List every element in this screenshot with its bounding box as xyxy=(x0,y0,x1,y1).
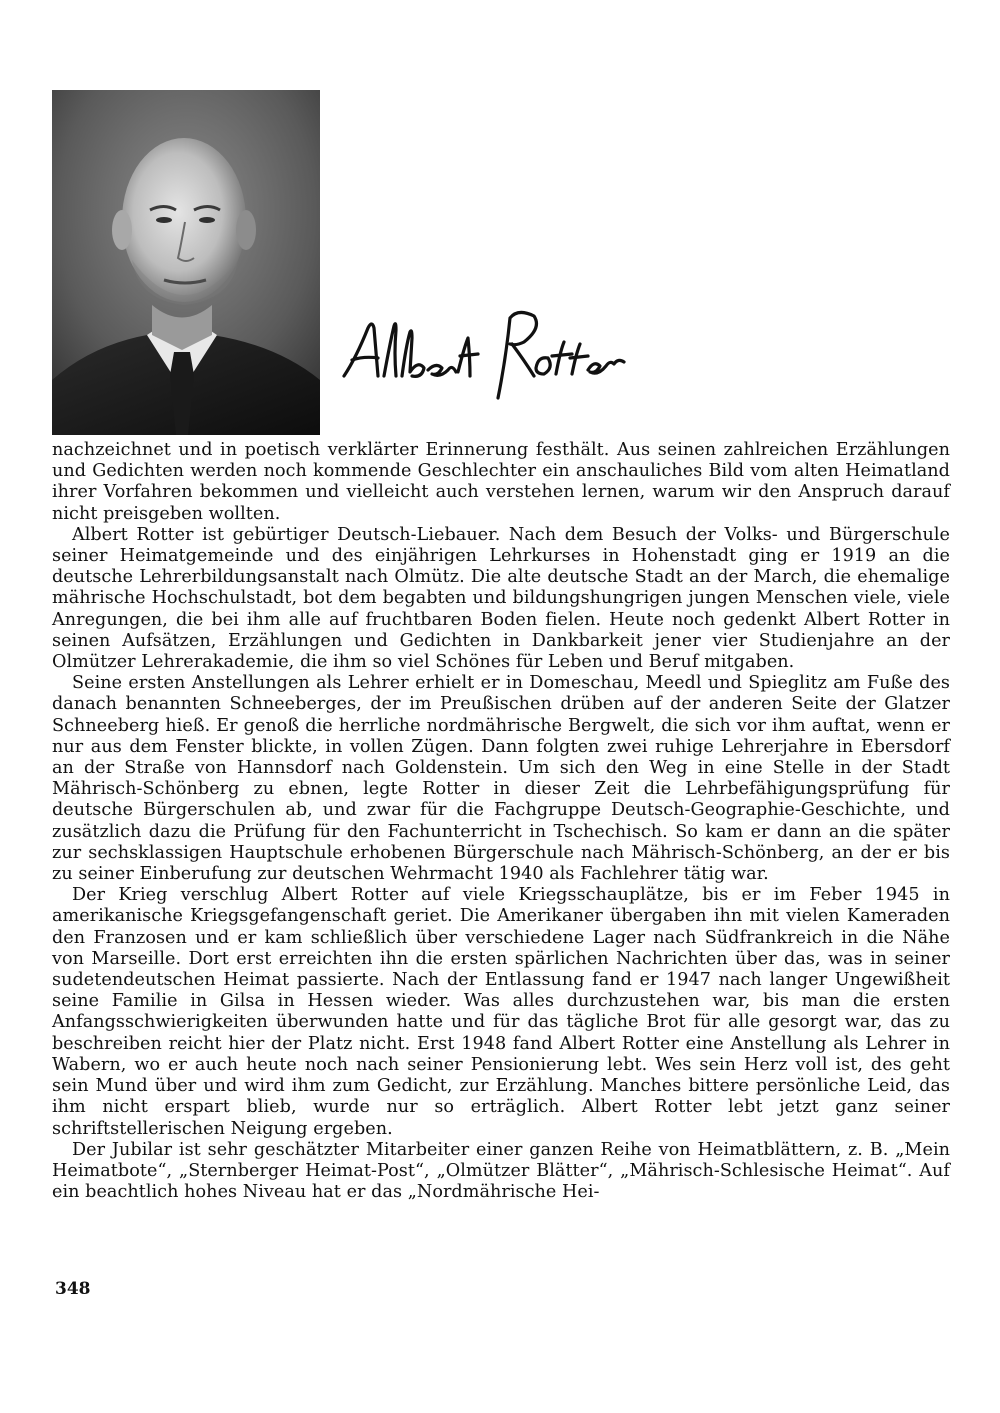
paragraph-1: nachzeichnet und in poetisch verklärter Erinnerung festhält. Aus seinen zahlreichen Erzählungen und Gedichten werden noch kommende Geschlechter ein anschauliches Bild vom alten Heimatland ihrer Vorfahren bekommen und vielleicht auch verstehen lernen, warum wir den Anspruch darauf nicht preisgeben wollten. xyxy=(52,440,950,524)
portrait-illustration xyxy=(52,90,320,435)
article-body xyxy=(52,440,950,1203)
paragraph-4: Der Krieg verschlug Albert Rotter auf viele Kriegsschauplätze, bis er im Feber 1945 in amerikanische Kriegsgefangenschaft geriet. Die Amerikaner übergaben ihn mit vielen Kameraden den Franzosen und er kam schließlich über verschiedene Lager nach Südfrankreich in die Nähe von Marseille. Dort erst erreichten ihn die ersten spärlichen Nachrichten über das, was in seiner sudetendeutschen Heimat passierte. Nach der Entlassung fand er 1947 nach langer Ungewißheit seine Familie in Gilsa in Hessen wieder. Was alles durchzustehen war, bis man die ersten Anfangsschwierigkeiten überwunden hatte und für das tägliche Brot für alle gesorgt war, das zu beschreiben reicht hier der Platz nicht. Erst 1948 fand Albert Rotter eine Anstellung als Lehrer in Wabern, wo er auch heute noch nach seiner Pensionierung lebt. Wes sein Herz voll ist, des geht sein Mund über und wird ihm zum Gedicht, zur Erzählung. Manches bittere persönliche Leid, das ihm nicht erspart blieb, wurde nur so erträglich. Albert Rotter lebt jetzt ganz seiner schriftstellerischen Neigung ergeben. xyxy=(52,885,950,1139)
paragraph-3: Seine ersten Anstellungen als Lehrer erhielt er in Domeschau, Meedl und Spieglitz am Fuße des danach benannten Schneeberges, der im Preußischen drüben auf der anderen Seite der Glatzer Schneeberg hieß. Er genoß die herrliche nordmährische Bergwelt, die sich vor ihm auftat, wenn er nur aus dem Fenster blickte, in vollen Zügen. Dann folgten zwei ruhige Lehrerjahre in Ebersdorf an der Straße von Hannsdorf nach Goldenstein. Um sich den Weg in eine Stelle in der Stadt Mährisch-Schönberg zu ebnen, legte Rotter in dieser Zeit die Lehrbefähigungsprüfung für deutsche Bürgerschulen ab, und zwar für die Fachgruppe Deutsch-Geographie-Geschichte, und zusätzlich dazu die Prüfung für den Fachunterricht in Tschechisch. So kam er dann an die später zur sechsklassigen Hauptschule erhobenen Bürgerschule nach Mährisch-Schönberg, an der er bis zu seiner Einberufung zur deutschen Wehrmacht 1940 als Fachlehrer tätig war. xyxy=(52,673,950,885)
paragraph-2: Albert Rotter ist gebürtiger Deutsch-Liebauer. Nach dem Besuch der Volks- und Bürgerschule seiner Heimatgemeinde und des einjährigen Lehrkurses in Hohenstadt ging er 1919 an die deutsche Lehrerbildungsanstalt nach Olmütz. Die alte deutsche Stadt an der March, die ehemalige mährische Hochschulstadt, bot dem begabten und bildungshungrigen jungen Menschen viele, viele Anregungen, die bei ihm alle auf fruchtbaren Boden fielen. Heute noch gedenkt Albert Rotter in seinen Aufsätzen, Erzählungen und Gedichten in Dankbarkeit jener vier Studienjahre an der Olmützer Lehrerakademie, die ihm so viel Schönes für Leben und Beruf mitgaben. xyxy=(52,524,950,673)
portrait-photo xyxy=(52,90,320,435)
paragraph-5: Der Jubilar ist sehr geschätzter Mitarbeiter einer ganzen Reihe von Heimatblättern, z. B. „Mein Heimatbote“, „Sternberger Heimat-Post“, „Olmützer Blätter“, „Mährisch-Schlesische Heimat“. Auf ein beachtlich hohes Niveau hat er das „Nordmährische Hei- xyxy=(52,1139,950,1203)
signature-strokes xyxy=(338,298,628,408)
page-number: 348 xyxy=(55,1279,91,1299)
handwritten-signature xyxy=(338,298,628,408)
